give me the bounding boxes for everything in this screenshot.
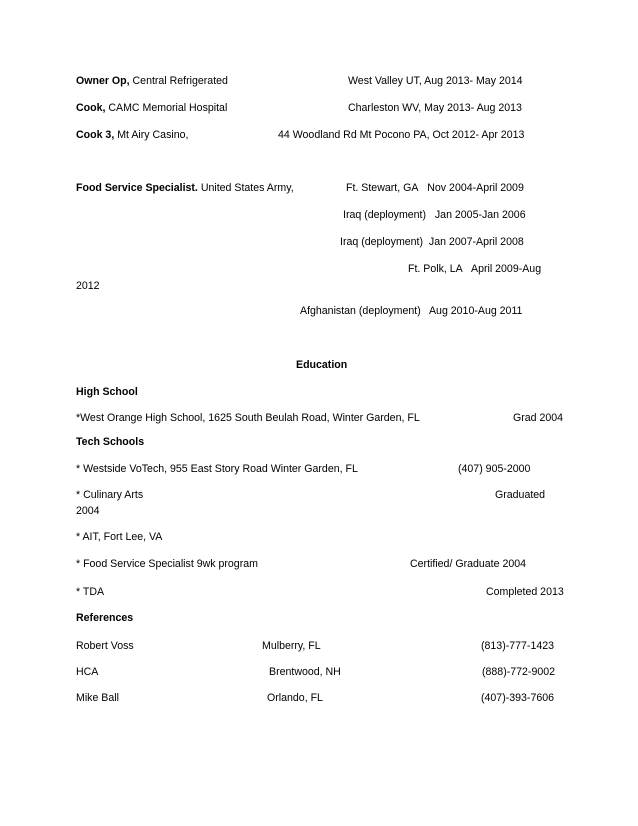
- education-heading: Education: [296, 359, 348, 371]
- reference-2-name: HCA: [76, 666, 99, 678]
- job-3-employer: Mt Airy Casino,: [117, 129, 189, 141]
- job-2: [76, 102, 227, 115]
- westside-phone: (407) 905-2000: [458, 463, 531, 475]
- food-service-status: Certified/ Graduate 2004: [410, 558, 527, 570]
- assignment-4-continued: 2012: [76, 280, 100, 292]
- job-3-location: 44 Woodland Rd Mt Pocono PA,: [278, 129, 430, 141]
- reference-2-phone: (888)-772-9002: [482, 666, 556, 678]
- job-1-employer: Central Refrigerated: [132, 75, 228, 87]
- job-1-title: Owner Op,: [76, 75, 130, 87]
- job-3: [76, 129, 188, 142]
- reference-3-phone: (407)-393-7606: [481, 692, 555, 704]
- assignment-1-place: Ft. Stewart, GA: [346, 182, 419, 194]
- culinary-arts: * Culinary Arts: [76, 489, 144, 501]
- reference-3-name: Mike Ball: [76, 692, 119, 704]
- job-2-title: Cook,: [76, 102, 106, 114]
- ait-fort-lee: * AIT, Fort Lee, VA: [76, 531, 163, 543]
- assignment-4-dates: April 2009-Aug: [471, 263, 542, 275]
- food-service-program: * Food Service Specialist 9wk program: [76, 558, 258, 570]
- job-3-title: Cook 3,: [76, 129, 115, 141]
- job-2-employer: CAMC Memorial Hospital: [108, 102, 228, 114]
- high-school-heading: High School: [76, 386, 138, 398]
- assignment-2-place: Iraq (deployment): [343, 209, 427, 221]
- reference-1-name: Robert Voss: [76, 640, 134, 652]
- assignment-3-dates: Jan 2007-April 2008: [428, 236, 524, 248]
- assignment-4: [408, 263, 541, 276]
- assignment-1: [346, 182, 524, 195]
- tech-schools-heading: Tech Schools: [76, 436, 145, 448]
- military-role: [76, 182, 294, 195]
- assignment-3: [340, 236, 524, 249]
- job-1-location: West Valley UT,: [348, 75, 422, 87]
- assignment-2-dates: Jan 2005-Jan 2006: [434, 209, 526, 221]
- reference-1-phone: (813)-777-1423: [481, 640, 555, 652]
- job-1-place: [348, 75, 523, 88]
- job-2-dates: May 2013- Aug 2013: [424, 102, 522, 114]
- westside-votech: * Westside VoTech, 955 East Story Road Winter Garden, FL: [76, 463, 358, 475]
- job-3-dates: Oct 2012- Apr 2013: [432, 129, 525, 141]
- job-3-place: [278, 129, 524, 142]
- job-2-place: [348, 102, 522, 115]
- reference-1-location: Mulberry, FL: [262, 640, 321, 652]
- high-school-grad: Grad 2004: [513, 412, 564, 424]
- assignment-5-dates: Aug 2010-Aug 2011: [428, 305, 523, 317]
- job-1-dates: Aug 2013- May 2014: [424, 75, 523, 87]
- assignment-5-place: Afghanistan (deployment): [300, 305, 421, 317]
- reference-2-location: Brentwood, NH: [269, 666, 341, 678]
- military-title: Food Service Specialist.: [76, 182, 198, 194]
- job-1: [76, 75, 228, 88]
- tda-status: Completed 2013: [486, 586, 564, 598]
- job-2-location: Charleston WV,: [348, 102, 422, 114]
- assignment-3-place: Iraq (deployment): [340, 236, 424, 248]
- references-heading: References: [76, 612, 134, 624]
- assignment-2: [343, 209, 526, 222]
- tda: * TDA: [76, 586, 105, 598]
- assignment-5: [300, 305, 522, 318]
- high-school-entry: *West Orange High School, 1625 South Beulah Road, Winter Garden, FL: [76, 412, 420, 424]
- reference-3-location: Orlando, FL: [267, 692, 323, 704]
- assignment-1-dates: Nov 2004-April 2009: [427, 182, 524, 194]
- culinary-year: 2004: [76, 505, 100, 517]
- assignment-4-place: Ft. Polk, LA: [408, 263, 463, 275]
- culinary-status: Graduated: [495, 489, 546, 501]
- military-employer: United States Army,: [200, 182, 294, 194]
